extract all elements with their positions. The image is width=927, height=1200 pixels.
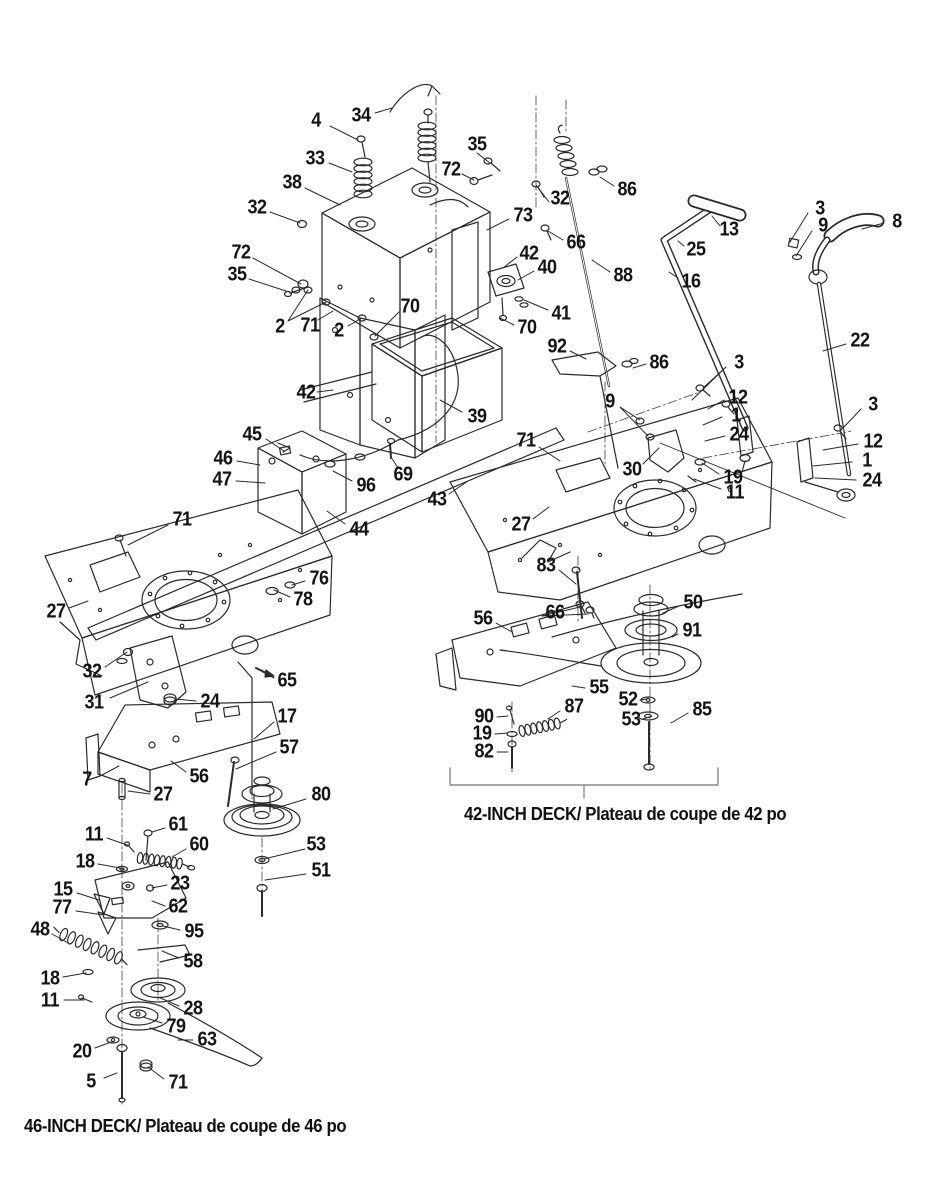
spring-88 bbox=[554, 125, 578, 176]
part-number-label: 56 bbox=[473, 607, 493, 630]
part-number-label: 71 bbox=[168, 1071, 188, 1094]
part-number-label: 1 bbox=[862, 449, 872, 472]
deck42-caption: 42-INCH DECK/ Plateau de coupe de 42 po bbox=[464, 804, 787, 824]
part-number-label: 11 bbox=[84, 823, 104, 846]
part-number-label: 57 bbox=[279, 736, 299, 759]
part-number-label: 40 bbox=[537, 256, 557, 279]
spring-mid bbox=[418, 109, 436, 182]
part-number-label: 48 bbox=[30, 918, 50, 941]
part-number-label: 12 bbox=[863, 430, 883, 453]
part-number-label: 42 bbox=[296, 381, 316, 404]
part-number-label: 32 bbox=[82, 660, 102, 683]
part-number-label: 96 bbox=[356, 474, 376, 497]
part-number-label: 63 bbox=[197, 1028, 217, 1051]
part-number-label: 2 bbox=[275, 315, 285, 338]
frame-left bbox=[45, 490, 332, 806]
part-number-label: 24 bbox=[862, 469, 882, 492]
part-number-label: 19 bbox=[723, 466, 743, 489]
part-number-label: 12 bbox=[728, 386, 748, 409]
part-number-label: 71 bbox=[300, 314, 320, 337]
part-number-label: 72 bbox=[231, 241, 251, 264]
part-number-label: 23 bbox=[170, 872, 190, 895]
part-number-label: 35 bbox=[227, 263, 247, 286]
part-number-label: 11 bbox=[40, 989, 60, 1012]
part-number-label: 85 bbox=[692, 698, 712, 721]
deck42-assembly bbox=[436, 591, 742, 798]
part-number-label: 71 bbox=[516, 429, 536, 452]
part-number-label: 28 bbox=[183, 997, 203, 1020]
part-number-label: 62 bbox=[168, 895, 188, 918]
lift-rod-88 bbox=[552, 166, 638, 468]
part-number-label: 76 bbox=[309, 567, 329, 590]
part-number-label: 46 bbox=[213, 447, 233, 470]
part-number-label: 42 bbox=[519, 242, 539, 265]
part-number-label: 90 bbox=[474, 705, 494, 728]
part-number-label: 87 bbox=[564, 695, 584, 718]
part-number-label: 9 bbox=[605, 390, 615, 413]
centerlines bbox=[122, 96, 852, 1104]
part-number-label: 17 bbox=[277, 705, 297, 728]
shift-lever bbox=[660, 219, 878, 518]
deck46-caption: 46-INCH DECK/ Plateau de coupe de 46 po bbox=[24, 1116, 347, 1136]
part-number-label: 72 bbox=[441, 158, 461, 181]
part-number-label: 69 bbox=[393, 463, 413, 486]
part-number-label: 32 bbox=[550, 187, 570, 210]
part-number-label: 47 bbox=[212, 468, 232, 491]
part-number-label: 86 bbox=[649, 351, 669, 374]
part-number-label: 27 bbox=[46, 600, 66, 623]
part-number-label: 56 bbox=[189, 765, 209, 788]
part-number-label: 18 bbox=[40, 967, 60, 990]
channel-43 bbox=[88, 372, 564, 640]
battery bbox=[258, 335, 458, 534]
part-number-label: 58 bbox=[183, 950, 203, 973]
part-number-label: 45 bbox=[242, 423, 262, 446]
part-number-label: 9 bbox=[818, 214, 828, 237]
part-number-label: 80 bbox=[311, 783, 331, 806]
part-number-label: 50 bbox=[683, 591, 703, 614]
part-number-label: 70 bbox=[400, 295, 420, 318]
battery-cable bbox=[390, 84, 440, 112]
part-number-label: 16 bbox=[681, 270, 701, 293]
part-number-label: 92 bbox=[547, 335, 567, 358]
part-number-label: 27 bbox=[511, 513, 531, 536]
part-number-label: 60 bbox=[189, 833, 209, 856]
part-number-label: 24 bbox=[200, 690, 220, 713]
part-number-label: 82 bbox=[474, 740, 494, 763]
part-number-label: 61 bbox=[168, 813, 188, 836]
part-number-label: 3 bbox=[734, 351, 744, 374]
part-number-label: 88 bbox=[613, 264, 633, 287]
part-number-label: 66 bbox=[545, 601, 565, 624]
part-number-label: 25 bbox=[686, 238, 706, 261]
leader-lines bbox=[52, 108, 884, 1079]
part-number-label: 70 bbox=[517, 316, 537, 339]
part-number-label: 13 bbox=[719, 218, 739, 241]
part-number-label: 30 bbox=[622, 458, 642, 481]
part-number-label: 79 bbox=[166, 1015, 186, 1038]
part-number-label: 8 bbox=[892, 210, 902, 233]
part-number-label: 51 bbox=[311, 859, 331, 882]
part-number-label: 15 bbox=[53, 878, 73, 901]
part-number-label: 55 bbox=[589, 676, 609, 699]
part-number-label: 39 bbox=[467, 405, 487, 428]
part-number-label: 95 bbox=[184, 920, 204, 943]
part-number-label: 18 bbox=[75, 850, 95, 873]
part-number-label: 33 bbox=[305, 147, 325, 170]
part-number-label: 77 bbox=[52, 896, 72, 919]
part-number-label: 83 bbox=[536, 554, 556, 577]
part-number-label: 32 bbox=[247, 196, 267, 219]
part-number-label: 20 bbox=[72, 1040, 92, 1063]
part-number-label: 41 bbox=[551, 302, 571, 325]
part-number-label: 44 bbox=[349, 518, 369, 541]
part-number-label: 78 bbox=[293, 588, 313, 611]
part-number-label: 53 bbox=[306, 833, 326, 856]
part-number-label: 3 bbox=[868, 393, 878, 416]
part-number-label: 43 bbox=[427, 488, 447, 511]
lift-lever bbox=[664, 201, 748, 428]
part-number-label: 73 bbox=[513, 204, 533, 227]
part-number-label: 3 bbox=[815, 197, 825, 220]
part-number-label: 91 bbox=[682, 619, 702, 642]
part-number-label: 86 bbox=[617, 178, 637, 201]
seat-bracket bbox=[320, 168, 490, 458]
part-number-label: 52 bbox=[618, 688, 638, 711]
part-number-label: 65 bbox=[277, 669, 297, 692]
part-number-label: 35 bbox=[467, 133, 487, 156]
pivot-cluster bbox=[488, 264, 528, 321]
spring-33 bbox=[354, 136, 372, 198]
part-number-label: 38 bbox=[282, 171, 302, 194]
part-number-label: 1 bbox=[731, 404, 741, 427]
part-number-label: 4 bbox=[311, 109, 321, 132]
part-number-label: 27 bbox=[153, 783, 173, 806]
part-number-label: 2 bbox=[334, 319, 344, 342]
deck46-assembly bbox=[50, 702, 300, 1102]
part-number-label: 11 bbox=[725, 481, 745, 504]
part-number-label: 5 bbox=[86, 1070, 96, 1093]
part-number-label: 53 bbox=[621, 708, 641, 731]
part-number-label: 66 bbox=[566, 231, 586, 254]
part-number-label: 24 bbox=[729, 423, 749, 446]
part-number-label: 19 bbox=[472, 722, 492, 745]
part-number-label: 31 bbox=[84, 691, 104, 714]
part-number-label: 71 bbox=[172, 508, 192, 531]
part-number-label: 7 bbox=[82, 768, 92, 791]
part-number-label: 34 bbox=[351, 104, 371, 127]
part-number-label: 22 bbox=[850, 329, 870, 352]
